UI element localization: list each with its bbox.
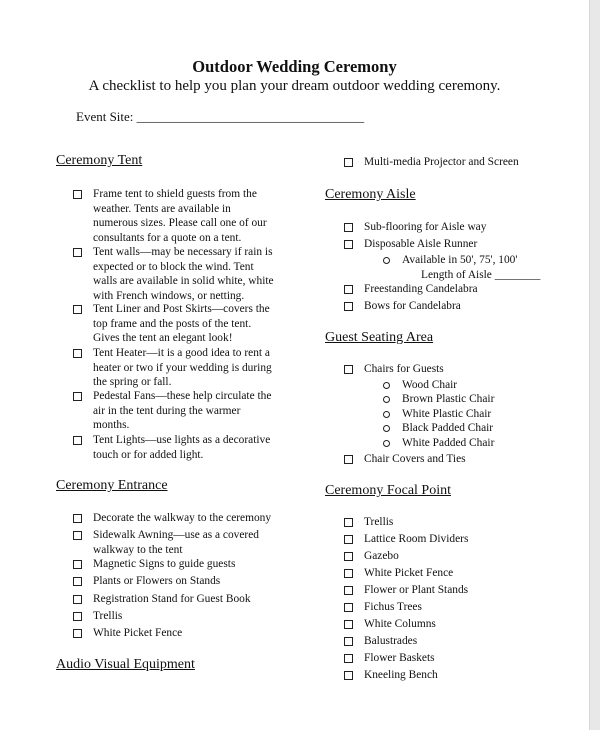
checkbox[interactable] [344,569,353,578]
checkbox[interactable] [73,531,82,540]
checklist-item-text: Tent Lights—use lights as a decorative touch or for added light. [93,434,271,461]
checklist-item-text: Flower or Plant Stands [364,584,469,596]
checkbox[interactable] [73,560,82,569]
checkbox[interactable] [344,637,353,646]
chair-option-label: Wood Chair [402,379,458,391]
aisle-length-line: Length of Aisle ________ [421,269,541,281]
bullet-circle-icon [383,257,390,264]
bullet-circle-icon [383,425,390,432]
checkbox[interactable] [344,535,353,544]
checkbox[interactable] [344,158,353,167]
checklist-item-text: Flower Baskets [364,652,435,664]
chair-option-label: White Padded Chair [402,437,495,449]
checkbox[interactable] [73,248,82,257]
checklist-item-text: White Picket Fence [364,567,454,579]
chair-option-label: Black Padded Chair [402,422,494,434]
checklist-item-text: Frame tent to shield guests from the weather. Tents are available in numerous sizes. Please call one of our consultants for a quote on a tent. [93,188,267,244]
event-site-line: Event Site: ___________________________________ [76,109,365,124]
section-heading-focal-point: Ceremony Focal Point [325,483,451,498]
checkbox[interactable] [73,629,82,638]
checklist-item-text: Lattice Room Dividers [364,533,469,545]
checkbox[interactable] [73,612,82,621]
checklist-item-text: Disposable Aisle Runner [364,238,478,250]
checkbox[interactable] [344,365,353,374]
bullet-circle-icon [383,382,390,389]
checklist-item-text: Trellis [364,516,394,528]
chair-option-label: Brown Plastic Chair [402,393,495,405]
page-title: Outdoor Wedding Ceremony [192,57,397,76]
checkbox[interactable] [344,455,353,464]
checklist-item-text: Tent walls—may be necessary if rain is expected or to block the wind. Tent walls are available in solid white, white with French windows, or netting. [93,246,274,302]
checklist-item-text: Chair Covers and Ties [364,453,466,465]
chair-option-label: White Plastic Chair [402,408,492,420]
aisle-runner-sizes: Available in 50', 75', 100' [402,254,518,266]
checklist-item-text: Trellis [93,610,123,622]
checkbox[interactable] [73,349,82,358]
section-heading-ceremony-tent: Ceremony Tent [56,153,143,168]
checkbox[interactable] [344,654,353,663]
checklist-item-text: Fichus Trees [364,601,422,613]
checklist-item-text: Gazebo [364,550,399,562]
checkbox[interactable] [73,392,82,401]
checkbox[interactable] [73,577,82,586]
checklist-item-text: Bows for Candelabra [364,300,461,312]
section-heading-audio-visual: Audio Visual Equipment [56,657,195,672]
checklist-item-text: Kneeling Bench [364,669,438,681]
checklist-item-text: Tent Heater—it is a good idea to rent a heater or two if your wedding is during the spring or fall. [93,347,272,389]
scrollbar[interactable] [589,0,600,730]
checklist-item-text: Registration Stand for Guest Book [93,593,251,605]
checklist-item-text: Freestanding Candelabra [364,283,478,295]
checklist-item-text: Tent Liner and Post Skirts—covers the top frame and the posts of the tent. Gives the tent an elegant look! [93,303,270,345]
checkbox[interactable] [344,518,353,527]
bullet-circle-icon [383,411,390,418]
checkbox[interactable] [344,240,353,249]
section-heading-ceremony-aisle: Ceremony Aisle [325,187,416,202]
checklist-item-text: Sidewalk Awning—use as a covered walkway to the tent [93,529,259,556]
checkbox[interactable] [344,285,353,294]
checkbox[interactable] [344,671,353,680]
checkbox[interactable] [344,586,353,595]
page-subtitle: A checklist to help you plan your dream outdoor wedding ceremony. [88,78,501,94]
checkbox[interactable] [73,436,82,445]
checklist-item-text: Magnetic Signs to guide guests [93,558,236,570]
checkbox[interactable] [344,603,353,612]
checkbox[interactable] [344,302,353,311]
checklist-item-text: Plants or Flowers on Stands [93,575,221,587]
checklist-item-text: Pedestal Fans—these help circulate the air in the tent during the warmer months. [93,390,272,432]
checklist-item-text: Decorate the walkway to the ceremony [93,512,272,524]
checkbox[interactable] [73,305,82,314]
section-heading-guest-seating: Guest Seating Area [325,330,434,345]
bullet-circle-icon [383,396,390,403]
checkbox[interactable] [73,190,82,199]
checkbox[interactable] [344,620,353,629]
checklist-item-text: Chairs for Guests [364,363,444,375]
checklist-item-text: White Picket Fence [93,627,183,639]
checklist-item-text: Sub-flooring for Aisle way [364,221,487,233]
checkbox[interactable] [344,552,353,561]
checkbox[interactable] [344,223,353,232]
checklist-item-text: Balustrades [364,635,418,647]
checklist-item-text: White Columns [364,618,436,630]
bullet-circle-icon [383,440,390,447]
section-heading-ceremony-entrance: Ceremony Entrance [56,478,168,493]
checkbox[interactable] [73,595,82,604]
checkbox[interactable] [73,514,82,523]
checklist-item-text: Multi-media Projector and Screen [364,156,519,168]
